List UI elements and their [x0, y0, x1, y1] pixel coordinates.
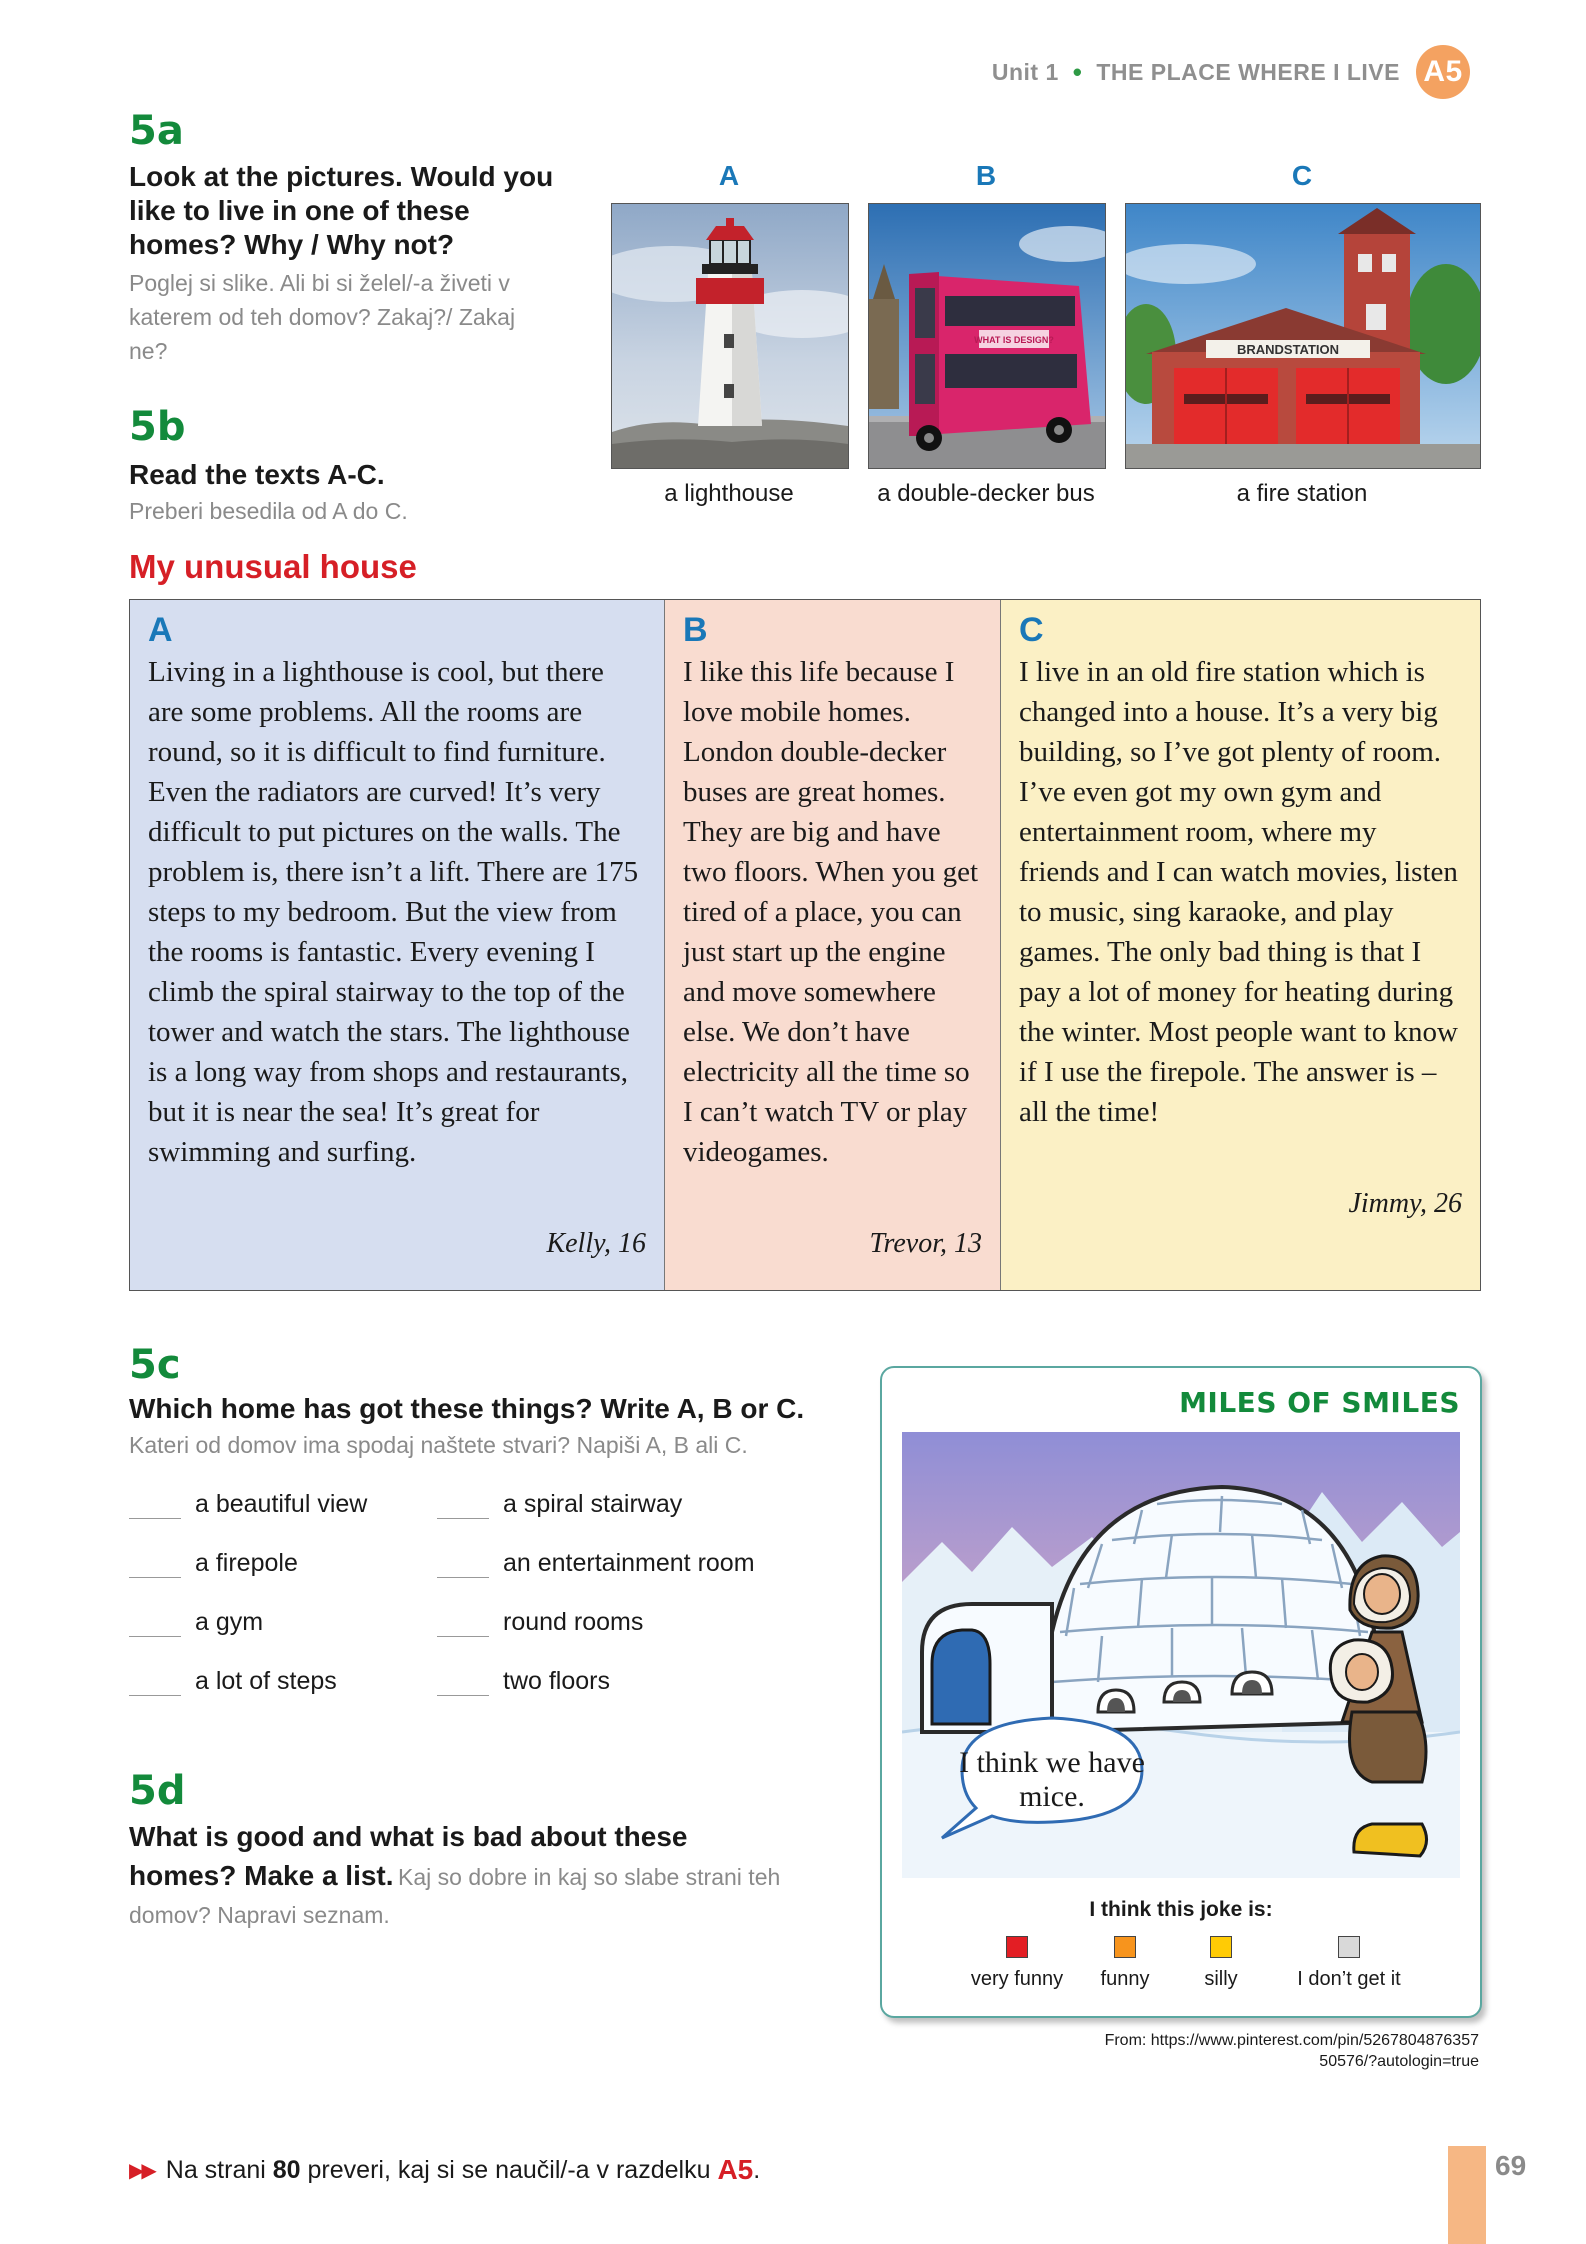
answer-blank[interactable] [437, 1498, 489, 1519]
unit-title: THE PLACE WHERE I LIVE [1096, 58, 1400, 85]
page-tab [1448, 2146, 1486, 2244]
section-badge: A5 [1416, 45, 1470, 99]
double-arrow-icon: ▶▶ [129, 2159, 154, 2182]
picture-label-b: B [975, 160, 997, 191]
exercise-5b-number: 5b [129, 404, 186, 450]
list-item: a spiral stairway [437, 1490, 682, 1519]
text-letter-a: A [148, 611, 173, 649]
answer-blank[interactable] [129, 1616, 181, 1637]
footer-note: ▶▶ Na strani 80 preveri, kaj si se naučil/-a v razdelku A5 . [129, 2154, 761, 2185]
exercise-5c-instruction: Which home has got these things? Write A, B or C. [129, 1393, 805, 1424]
exercise-5a-translation: Poglej si slike. Ali bi si želel/-a živeti v katerem od teh domov? Zakaj?/ Zakaj ne? [129, 270, 516, 364]
rating-checkbox[interactable] [1006, 1936, 1028, 1958]
fire-station-picture [1125, 203, 1481, 469]
rating-funny[interactable]: funny [1080, 1936, 1170, 1991]
exercise-5d-instruction: What is good and what is bad about these homes? Make a list. [129, 1821, 688, 1891]
exercise-5a-instruction: Look at the pictures. Would you like to live in one of these homes? Why / Why not? [129, 161, 554, 260]
answer-blank[interactable] [129, 1498, 181, 1519]
exercise-5b-instruction: Read the texts A-C. [129, 459, 385, 490]
text-body-b: I like this life because I love mobile homes. London double-decker buses are great homes. They are big and have two floors. When you get tired of a place, you can just start up the engine and move somewhere else. We don’t have electricity all the time so I can’t watch TV or play videogames. [683, 656, 979, 1168]
lighthouse-picture [611, 203, 849, 469]
text-letter-b: B [683, 611, 708, 649]
list-item: round rooms [437, 1608, 643, 1637]
page-reference: 80 [272, 2155, 301, 2184]
exercise-5d-number: 5d [129, 1768, 186, 1814]
answer-blank[interactable] [129, 1675, 181, 1696]
rating-checkbox[interactable] [1114, 1936, 1136, 1958]
picture-label-a: A [718, 160, 740, 191]
unit-label: Unit 1 [991, 58, 1059, 85]
station-sign-text: BRANDSTATION [1236, 342, 1340, 357]
rating-very-funny[interactable]: very funny [958, 1936, 1076, 1991]
text-column-a [130, 600, 665, 1290]
text-body-a: Living in a lighthouse is cool, but there are some problems. All the rooms are round, so it is difficult to find furniture. Even the radiators are curved! It’s very difficult to put pictures on the walls. The problem is, there isn’t a lift. There are 175 steps to my bedroom. But the view from the rooms is fantastic. Every evening I climb the spiral stairway to the top of the tower and watch the stars. The lighthouse is a long way from shops and restaurants, but it is near the sea! It’s great for swimming and surfing. [148, 656, 639, 1168]
texts-box [129, 599, 1481, 1291]
list-item: a gym [129, 1608, 263, 1637]
text-author-c: Jimmy, 26 [1348, 1188, 1462, 1219]
picture-caption-c: a fire station [1236, 480, 1368, 507]
joke-question: I think this joke is: [1089, 1898, 1273, 1921]
answer-blank[interactable] [437, 1557, 489, 1578]
page-header [992, 50, 1470, 94]
miles-of-smiles-box [880, 1366, 1482, 2018]
text-body-c: I live in an old fire station which is changed into a house. It’s a very big building, so I’ve got plenty of room. I’ve even got my own gym and entertainment room, where my friends and I can watch movies, listen to music, sing karaoke, and play games. The only bad thing is that I pay a lot of money for heating during the winter. Most people want to know if I use the firepole. The answer is – all the time! [1019, 656, 1458, 1128]
text-author-a: Kelly, 16 [546, 1228, 646, 1259]
rating-dont-get-it[interactable]: I don’t get it [1274, 1936, 1424, 1991]
rating-checkbox[interactable] [1210, 1936, 1232, 1958]
answer-blank[interactable] [437, 1616, 489, 1637]
exercise-5c-translation: Kateri od domov ima spodaj naštete stvari? Napiši A, B ali C. [129, 1432, 748, 1458]
exercise-5d-text [129, 1820, 789, 1936]
rating-checkbox[interactable] [1338, 1936, 1360, 1958]
smiles-title: MILES OF SMILES [1179, 1386, 1460, 1419]
list-item: a firepole [129, 1549, 298, 1578]
section-title: My unusual house [129, 548, 417, 585]
exercise-5a-number: 5a [129, 108, 184, 154]
page-number: 69 [1495, 2150, 1527, 2181]
picture-caption-a: a lighthouse [664, 480, 794, 507]
list-item: a lot of steps [129, 1667, 337, 1696]
bus-advert-text: WHAT IS DESIGN? [974, 335, 1054, 345]
exercise-5b-translation: Preberi besedila od A do C. [129, 498, 408, 524]
bullet-dot: • [1072, 56, 1083, 87]
text-column-b [665, 600, 1001, 1290]
igloo-cartoon [902, 1432, 1460, 1878]
section-reference: A5 [717, 2154, 754, 2185]
text-author-b: Trevor, 13 [869, 1228, 982, 1259]
exercise-5d-translation: Kaj so dobre in kaj so slabe strani teh domov? Napravi seznam. [129, 1864, 781, 1928]
answer-blank[interactable] [437, 1675, 489, 1696]
list-item: an entertainment room [437, 1549, 755, 1578]
text-letter-c: C [1019, 611, 1044, 649]
text-column-c [1001, 600, 1480, 1290]
rating-silly[interactable]: silly [1176, 1936, 1266, 1991]
picture-label-c: C [1291, 160, 1313, 191]
list-item: a beautiful view [129, 1490, 367, 1519]
bus-picture [868, 203, 1106, 469]
picture-caption-b: a double-decker bus [877, 480, 1095, 507]
speech-bubble-text: I think we have mice. [959, 1746, 1145, 1813]
list-item: two floors [437, 1667, 610, 1696]
source-note: From: https://www.pinterest.com/pin/5267804876357 50576/?autologin=true [1104, 2032, 1479, 2070]
exercise-5c-number: 5c [129, 1342, 181, 1388]
answer-blank[interactable] [129, 1557, 181, 1578]
